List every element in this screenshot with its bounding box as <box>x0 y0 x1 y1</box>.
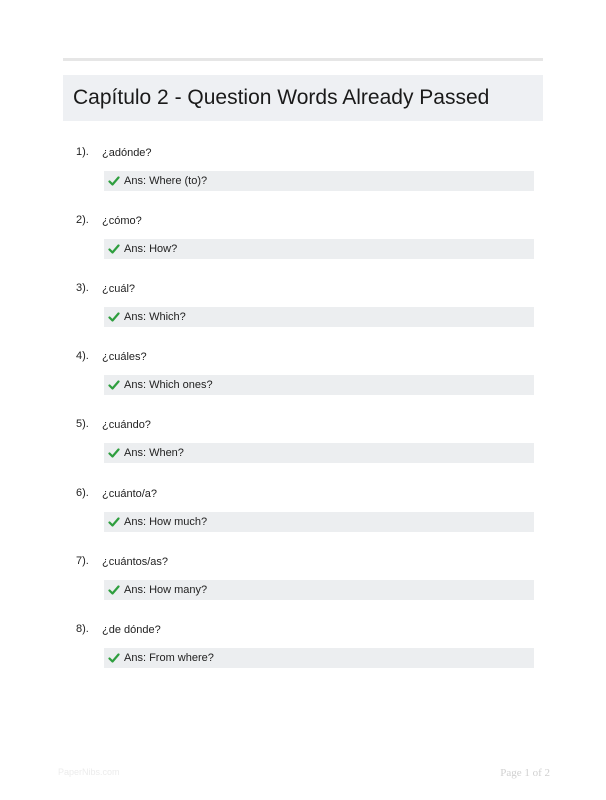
question-prompt: ¿cuál? <box>102 283 136 295</box>
question-prompt: ¿cuánto/a? <box>102 488 158 500</box>
page-title: Capítulo 2 - Question Words Already Passed <box>73 86 490 109</box>
page-indicator: Page 1 of 2 <box>500 767 550 779</box>
question-prompt: ¿de dónde? <box>102 624 161 636</box>
checkmark-icon <box>108 379 120 391</box>
title-banner <box>63 75 543 121</box>
question-item <box>0 487 606 547</box>
answer-box <box>104 307 534 327</box>
answer-text: Ans: Which? <box>124 311 186 323</box>
answer-text: Ans: How many? <box>124 584 208 596</box>
question-prompt: ¿cuántos/as? <box>102 556 169 568</box>
checkmark-icon <box>108 447 120 459</box>
question-item <box>0 214 606 274</box>
question-item <box>0 350 606 410</box>
checkmark-icon <box>108 516 120 528</box>
question-item <box>0 146 606 206</box>
question-number: 2). <box>76 214 89 226</box>
question-number: 4). <box>76 350 89 362</box>
answer-box <box>104 171 534 191</box>
answer-box <box>104 239 534 259</box>
question-prompt: ¿cómo? <box>102 215 142 227</box>
question-number: 7). <box>76 555 89 567</box>
answer-box <box>104 580 534 600</box>
top-divider <box>63 58 543 61</box>
answer-box <box>104 375 534 395</box>
question-number: 6). <box>76 487 89 499</box>
question-prompt: ¿adónde? <box>102 147 152 159</box>
checkmark-icon <box>108 584 120 596</box>
question-number: 3). <box>76 282 89 294</box>
answer-text: Ans: Where (to)? <box>124 175 208 187</box>
answer-text: Ans: From where? <box>124 652 214 664</box>
answer-text: Ans: When? <box>124 447 184 459</box>
checkmark-icon <box>108 175 120 187</box>
checkmark-icon <box>108 243 120 255</box>
answer-box <box>104 648 534 668</box>
question-number: 8). <box>76 623 89 635</box>
answer-text: Ans: How much? <box>124 516 208 528</box>
question-item <box>0 555 606 615</box>
answer-text: Ans: How? <box>124 243 178 255</box>
checkmark-icon <box>108 311 120 323</box>
answer-box <box>104 512 534 532</box>
question-item <box>0 418 606 478</box>
answer-text: Ans: Which ones? <box>124 379 213 391</box>
answer-box <box>104 443 534 463</box>
question-item <box>0 282 606 342</box>
question-prompt: ¿cuáles? <box>102 351 147 363</box>
question-prompt: ¿cuándo? <box>102 419 151 431</box>
footer-site-watermark: PaperNibs.com <box>58 767 120 777</box>
question-item <box>0 623 606 683</box>
checkmark-icon <box>108 652 120 664</box>
question-number: 5). <box>76 418 89 430</box>
question-number: 1). <box>76 146 89 158</box>
